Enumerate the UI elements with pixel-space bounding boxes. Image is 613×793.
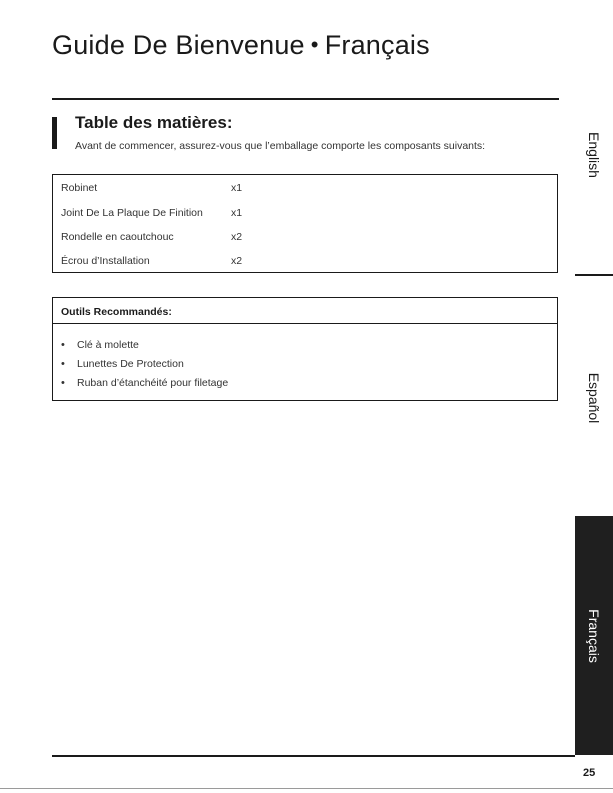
footer-line bbox=[0, 788, 613, 789]
page-number: 25 bbox=[583, 767, 596, 779]
bullet: • bbox=[61, 377, 65, 389]
tab-english[interactable] bbox=[575, 110, 613, 200]
tab-label-francais: Français bbox=[586, 609, 602, 663]
bullet: • bbox=[61, 358, 65, 370]
tools-header bbox=[53, 298, 557, 324]
component-qty: x2 bbox=[231, 231, 243, 243]
components-box bbox=[52, 174, 558, 273]
component-row bbox=[61, 255, 243, 267]
tab-espanol[interactable] bbox=[575, 350, 613, 445]
tools-box bbox=[52, 297, 558, 401]
tool-list-item bbox=[61, 339, 139, 351]
component-qty: x1 bbox=[231, 207, 243, 219]
title-separator: • bbox=[310, 32, 319, 57]
tool-list-item bbox=[61, 358, 184, 370]
tool-label: Lunettes De Protection bbox=[77, 358, 184, 370]
page-title bbox=[52, 30, 430, 61]
component-name: Rondelle en caoutchouc bbox=[61, 231, 174, 243]
tab-divider bbox=[575, 274, 613, 276]
component-name: Robinet bbox=[61, 182, 98, 194]
component-name: Joint De La Plaque De Finition bbox=[61, 207, 203, 219]
bottom-divider bbox=[52, 755, 575, 757]
toc-intro-text: Avant de commencer, assurez-vous que l’emballage comporte les composants suivants: bbox=[75, 140, 486, 152]
page-title-language: Français bbox=[324, 30, 430, 60]
component-row bbox=[61, 207, 243, 219]
section-marker-bar bbox=[52, 117, 57, 149]
tool-label: Ruban d’étanchéité pour filetage bbox=[77, 377, 229, 389]
tab-label-english: English bbox=[586, 132, 602, 178]
component-qty: x2 bbox=[231, 255, 243, 267]
bullet: • bbox=[61, 339, 65, 351]
top-divider bbox=[52, 98, 559, 100]
tool-list-item bbox=[61, 377, 228, 389]
toc-heading: Table des matières: bbox=[75, 113, 233, 132]
tab-label-espanol: Español bbox=[586, 372, 602, 423]
page-title-main: Guide De Bienvenue bbox=[52, 30, 305, 60]
component-qty: x1 bbox=[231, 182, 243, 194]
component-row bbox=[61, 182, 243, 194]
tool-label: Clé à molette bbox=[77, 339, 139, 351]
tools-heading: Outils Recommandés: bbox=[61, 306, 172, 318]
tab-francais[interactable] bbox=[575, 516, 613, 755]
component-name: Écrou d’Installation bbox=[61, 255, 150, 267]
component-row bbox=[61, 231, 243, 243]
